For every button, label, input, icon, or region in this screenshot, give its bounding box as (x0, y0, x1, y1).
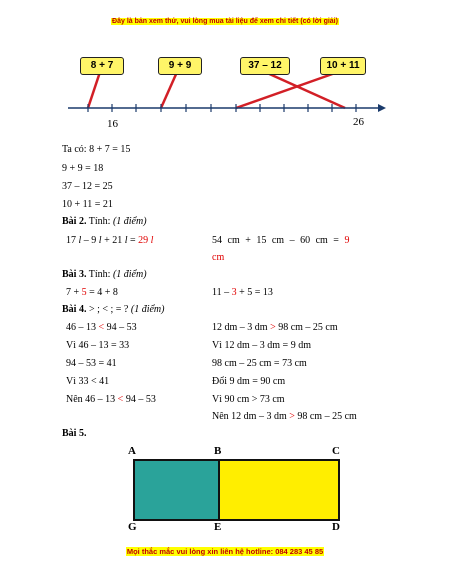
connector-line (236, 72, 338, 108)
point-label-g: G (128, 521, 137, 533)
bai3-right-expression: 11 – 3 + 5 = 13 (212, 287, 273, 298)
section-instruction: > ; < ; = ? (88, 304, 129, 315)
bai2-heading (62, 216, 147, 228)
axis-arrow (378, 104, 386, 112)
bai4-right-line: Đổi 9 dm = 90 cm (212, 376, 286, 387)
connector-line (265, 72, 345, 108)
section-title: Bài 4. (62, 304, 87, 315)
expression-box: 37 – 12 (240, 57, 290, 75)
bai4-right-line: Nên 12 dm – 3 dm > 98 cm – 25 cm (212, 411, 357, 422)
bai4-left-line: 94 – 53 = 41 (66, 358, 117, 369)
section-instruction: Tính: (88, 216, 111, 227)
point-label-c: C (332, 445, 340, 457)
left-rectangle (134, 460, 219, 520)
expression-box: 10 + 11 (320, 57, 366, 75)
answer: 3 (231, 287, 237, 298)
compare-sign: < (117, 394, 124, 405)
hotline-banner-text: Mọi thắc mắc vui lòng xin liên hệ hotline: 084 283 45 85 (126, 547, 324, 556)
bai2-right-unit: cm (212, 252, 225, 263)
bai4-right-line: 12 dm – 3 dm > 98 cm – 25 cm (212, 322, 338, 333)
solution-line: 10 + 11 = 21 (62, 199, 113, 210)
bai3-heading (62, 269, 147, 281)
point-label-d: D (332, 521, 340, 533)
bai4-left-line: Vì 33 < 41 (66, 376, 110, 387)
expression-box: 9 + 9 (158, 57, 202, 75)
solution-line: Ta có: 8 + 7 = 15 (62, 144, 131, 155)
answer: 29 (138, 235, 151, 246)
bai4-right-line: 98 cm – 25 cm = 73 cm (212, 358, 307, 369)
compare-sign: < (98, 322, 105, 333)
number-line-figure (60, 50, 390, 135)
number-line-label-right: 26 (353, 116, 364, 128)
bai4-right-line: Vì 12 dm – 3 dm = 9 dm (212, 340, 311, 351)
bai2-left-expression: 17 l – 9 l + 21 l = 29 l (66, 235, 154, 246)
hotline-banner (0, 547, 450, 556)
section-title: Bài 2. (62, 216, 87, 227)
bai4-right-line: Vì 90 cm > 73 cm (212, 394, 285, 405)
solution-line: 9 + 9 = 18 (62, 163, 104, 174)
compare-sign: > (289, 411, 295, 422)
section-title: Bài 5. (62, 428, 87, 439)
expression-box: 8 + 7 (80, 57, 124, 75)
rectangle-figure (125, 445, 350, 535)
connector-line (88, 72, 100, 108)
answer: 5 (81, 287, 87, 298)
bai4-left-line: Nên 46 – 13 < 94 – 53 (66, 394, 156, 405)
bai4-left-line: 46 – 13 < 94 – 53 (66, 322, 137, 333)
solution-line: 37 – 12 = 25 (62, 181, 113, 192)
connector-line (161, 72, 177, 108)
section-title: Bài 3. (62, 269, 87, 280)
number-line-label-left: 16 (107, 118, 118, 130)
answer: 9 (344, 235, 350, 246)
bai2-right-expression: 54 cm + 15 cm – 60 cm = 9 (212, 235, 350, 246)
point-label-a: A (128, 445, 136, 457)
bai3-left-expression: 7 + 5 = 4 + 8 (66, 287, 118, 298)
preview-banner (0, 18, 450, 25)
section-points: (1 điểm) (112, 269, 147, 280)
point-label-b: B (214, 445, 222, 457)
section-points: (1 điểm) (112, 216, 147, 227)
bai4-left-line: Vì 46 – 13 = 33 (66, 340, 130, 351)
compare-sign: > (270, 322, 276, 333)
right-rectangle (219, 460, 339, 520)
point-label-e: E (214, 521, 222, 533)
section-points: (1 điểm) (130, 304, 165, 315)
section-instruction: Tính: (88, 269, 111, 280)
preview-banner-text: Đây là bản xem thử, vui lòng mua tài liệu để xem chi tiết (có lời giải) (112, 18, 338, 25)
rectangle-svg (125, 445, 350, 535)
bai4-heading (62, 304, 164, 316)
